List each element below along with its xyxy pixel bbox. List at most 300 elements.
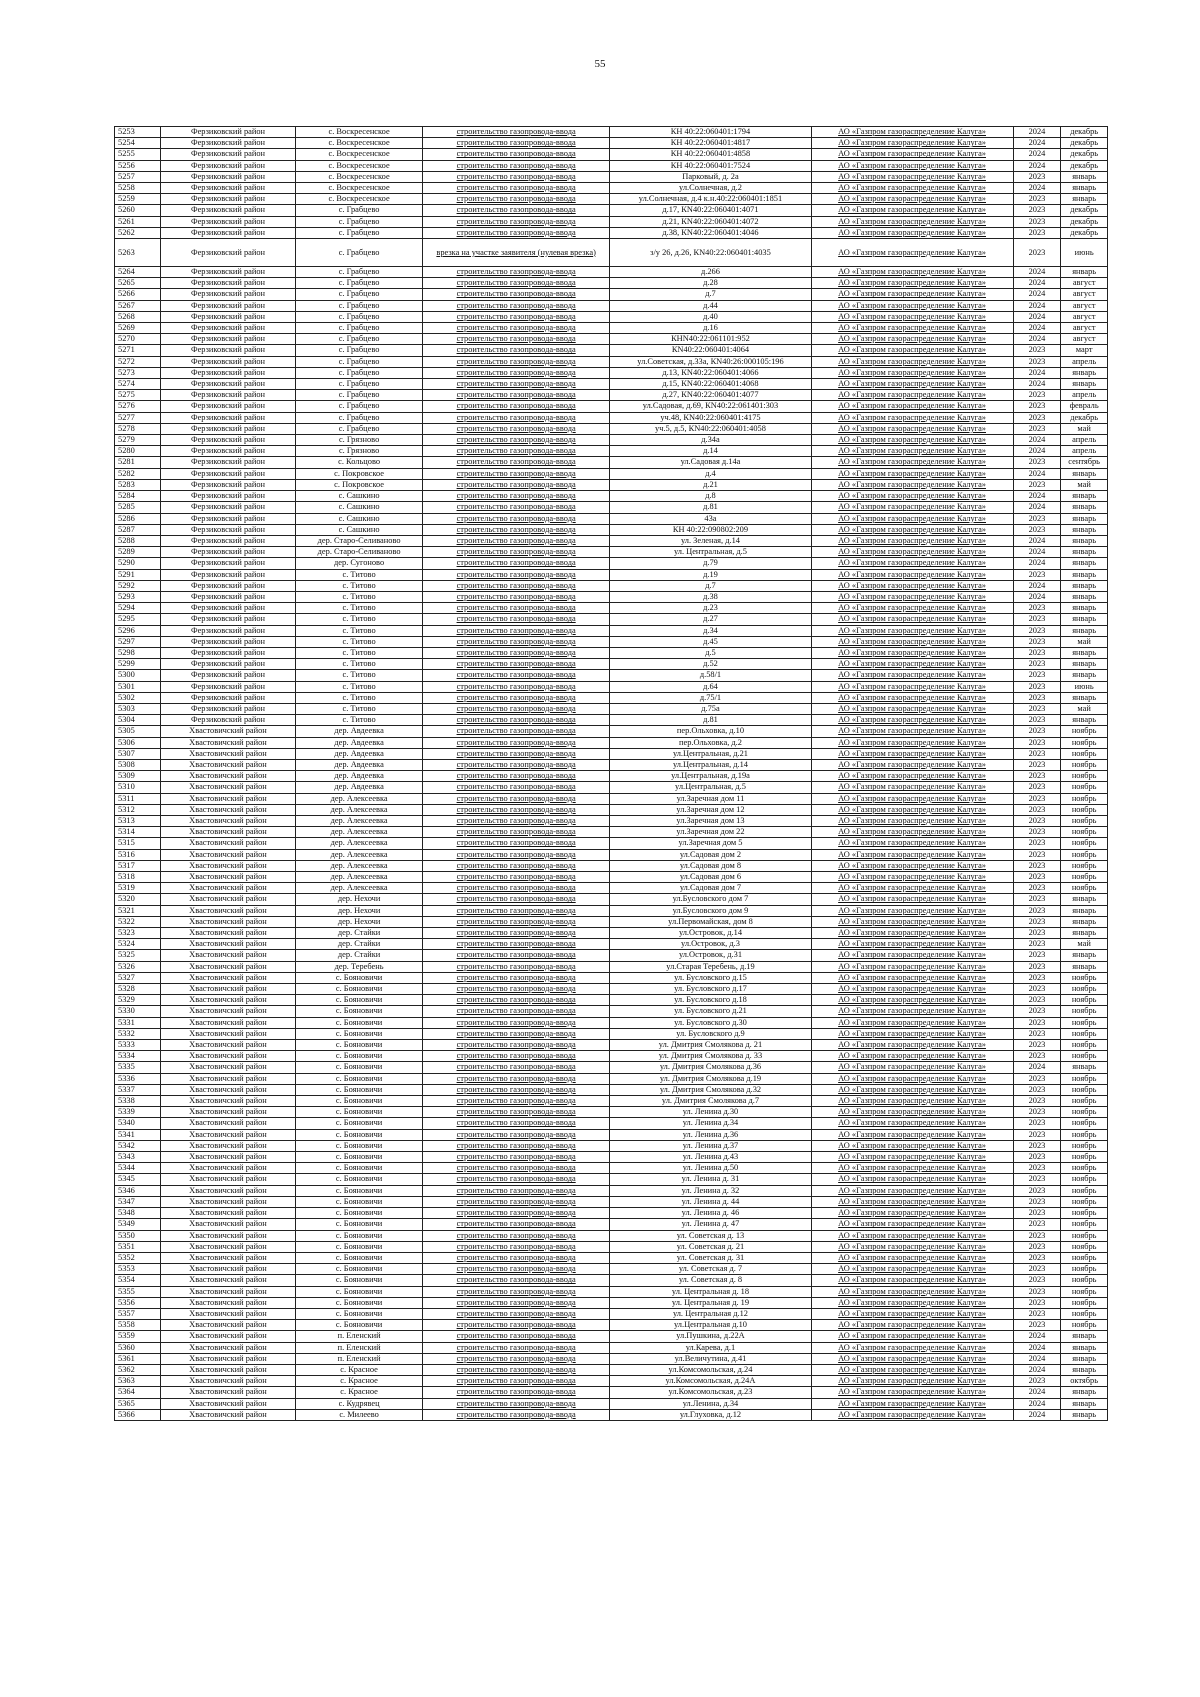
row-number-cell: 5333 xyxy=(115,1040,161,1051)
address-cell: ул. Дмитрия Смолякова д. 33 xyxy=(610,1051,811,1062)
row-number-cell: 5365 xyxy=(115,1398,161,1409)
month-cell: ноябрь xyxy=(1061,1040,1108,1051)
month-cell: август xyxy=(1061,334,1108,345)
organization-cell: АО «Газпром газораспределение Калуга» xyxy=(811,1129,1013,1140)
district-cell: Ферзиковский район xyxy=(160,216,296,227)
year-cell: 2023 xyxy=(1013,1006,1061,1017)
year-cell: 2023 xyxy=(1013,1129,1061,1140)
work-type-cell: строительство газопровода-ввода xyxy=(422,446,610,457)
year-cell: 2023 xyxy=(1013,1320,1061,1331)
district-cell: Ферзиковский район xyxy=(160,239,296,267)
address-cell: д.5 xyxy=(610,647,811,658)
organization-cell: АО «Газпром газораспределение Калуга» xyxy=(811,614,1013,625)
row-number-cell: 5303 xyxy=(115,703,161,714)
organization-cell: АО «Газпром газораспределение Калуга» xyxy=(811,1140,1013,1151)
year-cell: 2023 xyxy=(1013,603,1061,614)
work-type-cell: строительство газопровода-ввода xyxy=(422,715,610,726)
work-type-cell: строительство газопровода-ввода xyxy=(422,1185,610,1196)
district-cell: Ферзиковский район xyxy=(160,323,296,334)
work-type-cell: строительство газопровода-ввода xyxy=(422,1196,610,1207)
settlement-cell: с. Грабцево xyxy=(296,227,422,238)
address-cell: д.44 xyxy=(610,300,811,311)
table-row xyxy=(115,423,1108,434)
settlement-cell: с. Бояновичи xyxy=(296,1286,422,1297)
district-cell: Ферзиковский район xyxy=(160,558,296,569)
work-type-cell: строительство газопровода-ввода xyxy=(422,171,610,182)
address-cell: ул.Солнечная, д.4 к.н.40:22:060401:1851 xyxy=(610,194,811,205)
work-type-cell: строительство газопровода-ввода xyxy=(422,1040,610,1051)
work-type-cell: строительство газопровода-ввода xyxy=(422,995,610,1006)
settlement-cell: п. Еленский xyxy=(296,1353,422,1364)
work-type-cell: строительство газопровода-ввода xyxy=(422,356,610,367)
address-cell: ул. Ленина д.50 xyxy=(610,1163,811,1174)
month-cell: ноябрь xyxy=(1061,1118,1108,1129)
row-number-cell: 5316 xyxy=(115,849,161,860)
settlement-cell: с. Бояновичи xyxy=(296,1297,422,1308)
district-cell: Ферзиковский район xyxy=(160,703,296,714)
table-row xyxy=(115,670,1108,681)
organization-cell: АО «Газпром газораспределение Калуга» xyxy=(811,636,1013,647)
year-cell: 2023 xyxy=(1013,614,1061,625)
year-cell: 2023 xyxy=(1013,793,1061,804)
year-cell: 2023 xyxy=(1013,1107,1061,1118)
month-cell: ноябрь xyxy=(1061,984,1108,995)
work-type-cell: строительство газопровода-ввода xyxy=(422,412,610,423)
address-cell: ул. Дмитрия Смолякова д. 21 xyxy=(610,1040,811,1051)
settlement-cell: дер. Алексеевка xyxy=(296,815,422,826)
address-cell: ул. Зеленая, д.14 xyxy=(610,535,811,546)
organization-cell: АО «Газпром газораспределение Калуга» xyxy=(811,995,1013,1006)
table-row xyxy=(115,1308,1108,1319)
month-cell: январь xyxy=(1061,1331,1108,1342)
organization-cell: АО «Газпром газораспределение Калуга» xyxy=(811,160,1013,171)
table-row xyxy=(115,1174,1108,1185)
row-number-cell: 5265 xyxy=(115,278,161,289)
month-cell: ноябрь xyxy=(1061,1297,1108,1308)
table-row xyxy=(115,849,1108,860)
month-cell: ноябрь xyxy=(1061,1241,1108,1252)
address-cell: ул.Бусловского дом 9 xyxy=(610,905,811,916)
settlement-cell: с. Бояновичи xyxy=(296,1006,422,1017)
settlement-cell: дер. Стайки xyxy=(296,939,422,950)
organization-cell: АО «Газпром газораспределение Калуга» xyxy=(811,138,1013,149)
row-number-cell: 5288 xyxy=(115,535,161,546)
organization-cell: АО «Газпром газораспределение Калуга» xyxy=(811,334,1013,345)
settlement-cell: с. Титово xyxy=(296,569,422,580)
table-row xyxy=(115,205,1108,216)
table-row xyxy=(115,1062,1108,1073)
settlement-cell: с. Милеево xyxy=(296,1409,422,1420)
settlement-cell: с. Титово xyxy=(296,636,422,647)
settlement-cell: с. Бояновичи xyxy=(296,1051,422,1062)
organization-cell: АО «Газпром газораспределение Калуга» xyxy=(811,227,1013,238)
settlement-cell: с. Грабцево xyxy=(296,367,422,378)
district-cell: Ферзиковский район xyxy=(160,311,296,322)
row-number-cell: 5300 xyxy=(115,670,161,681)
row-number-cell: 5263 xyxy=(115,239,161,267)
address-cell: ул. Ленина д.30 xyxy=(610,1107,811,1118)
table-row xyxy=(115,883,1108,894)
work-type-cell: строительство газопровода-ввода xyxy=(422,1320,610,1331)
district-cell: Хвастовичский район xyxy=(160,950,296,961)
organization-cell: АО «Газпром газораспределение Калуга» xyxy=(811,815,1013,826)
settlement-cell: дер. Алексеевка xyxy=(296,827,422,838)
district-cell: Хвастовичский район xyxy=(160,726,296,737)
organization-cell: АО «Газпром газораспределение Калуга» xyxy=(811,435,1013,446)
address-cell: ул.Центральная, д.19а xyxy=(610,771,811,782)
settlement-cell: с. Титово xyxy=(296,715,422,726)
month-cell: ноябрь xyxy=(1061,872,1108,883)
settlement-cell: с. Сашкино xyxy=(296,524,422,535)
address-cell: д.27, КN40:22:060401:4077 xyxy=(610,390,811,401)
table-row xyxy=(115,659,1108,670)
work-type-cell: строительство газопровода-ввода xyxy=(422,647,610,658)
year-cell: 2023 xyxy=(1013,1286,1061,1297)
work-type-cell: строительство газопровода-ввода xyxy=(422,1409,610,1420)
settlement-cell: с. Бояновичи xyxy=(296,1320,422,1331)
table-row xyxy=(115,916,1108,927)
table-row xyxy=(115,872,1108,883)
table-row xyxy=(115,1073,1108,1084)
address-cell: ул. Центральная д.12 xyxy=(610,1308,811,1319)
year-cell: 2024 xyxy=(1013,138,1061,149)
district-cell: Хвастовичский район xyxy=(160,1331,296,1342)
year-cell: 2023 xyxy=(1013,950,1061,961)
row-number-cell: 5326 xyxy=(115,961,161,972)
month-cell: декабрь xyxy=(1061,227,1108,238)
organization-cell: АО «Газпром газораспределение Калуга» xyxy=(811,149,1013,160)
organization-cell: АО «Газпром газораспределение Калуга» xyxy=(811,401,1013,412)
table-row xyxy=(115,759,1108,770)
month-cell: январь xyxy=(1061,1342,1108,1353)
table-row xyxy=(115,614,1108,625)
year-cell: 2023 xyxy=(1013,625,1061,636)
organization-cell: АО «Газпром газораспределение Калуга» xyxy=(811,659,1013,670)
district-cell: Ферзиковский район xyxy=(160,345,296,356)
table-row xyxy=(115,636,1108,647)
work-type-cell: строительство газопровода-ввода xyxy=(422,1297,610,1308)
row-number-cell: 5319 xyxy=(115,883,161,894)
address-cell: ул. Ленина д. 32 xyxy=(610,1185,811,1196)
year-cell: 2024 xyxy=(1013,1342,1061,1353)
row-number-cell: 5273 xyxy=(115,367,161,378)
settlement-cell: дер. Алексеевка xyxy=(296,872,422,883)
year-cell: 2024 xyxy=(1013,278,1061,289)
row-number-cell: 5268 xyxy=(115,311,161,322)
settlement-cell: с. Бояновичи xyxy=(296,1073,422,1084)
year-cell: 2023 xyxy=(1013,916,1061,927)
work-type-cell: строительство газопровода-ввода xyxy=(422,334,610,345)
year-cell: 2024 xyxy=(1013,300,1061,311)
work-type-cell: строительство газопровода-ввода xyxy=(422,1096,610,1107)
year-cell: 2023 xyxy=(1013,883,1061,894)
organization-cell: АО «Газпром газораспределение Калуга» xyxy=(811,1118,1013,1129)
organization-cell: АО «Газпром газораспределение Калуга» xyxy=(811,726,1013,737)
month-cell: ноябрь xyxy=(1061,1230,1108,1241)
district-cell: Хвастовичский район xyxy=(160,1174,296,1185)
row-number-cell: 5354 xyxy=(115,1275,161,1286)
organization-cell: АО «Газпром газораспределение Калуга» xyxy=(811,1320,1013,1331)
table-row xyxy=(115,311,1108,322)
year-cell: 2023 xyxy=(1013,171,1061,182)
row-number-cell: 5290 xyxy=(115,558,161,569)
table-row xyxy=(115,1051,1108,1062)
work-type-cell: строительство газопровода-ввода xyxy=(422,849,610,860)
district-cell: Ферзиковский район xyxy=(160,401,296,412)
settlement-cell: дер. Теребень xyxy=(296,961,422,972)
district-cell: Хвастовичский район xyxy=(160,1286,296,1297)
work-type-cell: строительство газопровода-ввода xyxy=(422,670,610,681)
work-type-cell: строительство газопровода-ввода xyxy=(422,289,610,300)
year-cell: 2023 xyxy=(1013,1051,1061,1062)
district-cell: Ферзиковский район xyxy=(160,636,296,647)
table-row xyxy=(115,1353,1108,1364)
row-number-cell: 5298 xyxy=(115,647,161,658)
district-cell: Ферзиковский район xyxy=(160,468,296,479)
row-number-cell: 5297 xyxy=(115,636,161,647)
month-cell: август xyxy=(1061,289,1108,300)
organization-cell: АО «Газпром газораспределение Калуга» xyxy=(811,771,1013,782)
district-cell: Ферзиковский район xyxy=(160,580,296,591)
organization-cell: АО «Газпром газораспределение Калуга» xyxy=(811,390,1013,401)
organization-cell: АО «Газпром газораспределение Калуга» xyxy=(811,849,1013,860)
settlement-cell: с. Бояновичи xyxy=(296,1264,422,1275)
address-cell: ул. Дмитрия Смолякова д.32 xyxy=(610,1084,811,1095)
address-cell: ул. Бусловского д.21 xyxy=(610,1006,811,1017)
address-cell: ул.Глуховка, д.12 xyxy=(610,1409,811,1420)
table-row xyxy=(115,804,1108,815)
settlement-cell: с. Грабцево xyxy=(296,412,422,423)
work-type-cell: строительство газопровода-ввода xyxy=(422,323,610,334)
month-cell: ноябрь xyxy=(1061,1051,1108,1062)
organization-cell: АО «Газпром газораспределение Калуга» xyxy=(811,1252,1013,1263)
settlement-cell: дер. Авдеевка xyxy=(296,737,422,748)
row-number-cell: 5356 xyxy=(115,1297,161,1308)
address-cell: д.7 xyxy=(610,289,811,300)
row-number-cell: 5318 xyxy=(115,872,161,883)
table-row xyxy=(115,1129,1108,1140)
work-type-cell: строительство газопровода-ввода xyxy=(422,267,610,278)
year-cell: 2023 xyxy=(1013,1219,1061,1230)
settlement-cell: с. Бояновичи xyxy=(296,1230,422,1241)
district-cell: Хвастовичский район xyxy=(160,1320,296,1331)
address-cell: д.58/1 xyxy=(610,670,811,681)
address-cell: ул.Карева, д.1 xyxy=(610,1342,811,1353)
district-cell: Ферзиковский район xyxy=(160,715,296,726)
settlement-cell: с. Воскресенское xyxy=(296,171,422,182)
organization-cell: АО «Газпром газораспределение Калуга» xyxy=(811,1331,1013,1342)
table-row xyxy=(115,1040,1108,1051)
address-cell: ул.Пушкина, д.22А xyxy=(610,1331,811,1342)
district-cell: Хвастовичский район xyxy=(160,1376,296,1387)
organization-cell: АО «Газпром газораспределение Калуга» xyxy=(811,759,1013,770)
district-cell: Хвастовичский район xyxy=(160,793,296,804)
table-row xyxy=(115,591,1108,602)
organization-cell: АО «Газпром газораспределение Калуга» xyxy=(811,446,1013,457)
year-cell: 2024 xyxy=(1013,367,1061,378)
table-row xyxy=(115,1398,1108,1409)
organization-cell: АО «Газпром газораспределение Калуга» xyxy=(811,1286,1013,1297)
table-row xyxy=(115,995,1108,1006)
year-cell: 2023 xyxy=(1013,1084,1061,1095)
organization-cell: АО «Газпром газораспределение Калуга» xyxy=(811,311,1013,322)
year-cell: 2023 xyxy=(1013,703,1061,714)
address-cell: д.17, КN40:22:060401:4071 xyxy=(610,205,811,216)
organization-cell: АО «Газпром газораспределение Калуга» xyxy=(811,278,1013,289)
month-cell: май xyxy=(1061,423,1108,434)
address-cell: ул. Советская д. 8 xyxy=(610,1275,811,1286)
table-row xyxy=(115,446,1108,457)
work-type-cell: строительство газопровода-ввода xyxy=(422,300,610,311)
year-cell: 2024 xyxy=(1013,149,1061,160)
row-number-cell: 5355 xyxy=(115,1286,161,1297)
organization-cell: АО «Газпром газораспределение Калуга» xyxy=(811,1062,1013,1073)
settlement-cell: дер. Авдеевка xyxy=(296,771,422,782)
table-row xyxy=(115,961,1108,972)
district-cell: Хвастовичский район xyxy=(160,815,296,826)
month-cell: январь xyxy=(1061,1398,1108,1409)
table-row xyxy=(115,939,1108,950)
organization-cell: АО «Газпром газораспределение Калуга» xyxy=(811,872,1013,883)
month-cell: ноябрь xyxy=(1061,883,1108,894)
address-cell: д.79 xyxy=(610,558,811,569)
address-cell: ул. Ленина д. 47 xyxy=(610,1219,811,1230)
year-cell: 2024 xyxy=(1013,183,1061,194)
year-cell: 2023 xyxy=(1013,1163,1061,1174)
row-number-cell: 5313 xyxy=(115,815,161,826)
month-cell: ноябрь xyxy=(1061,1308,1108,1319)
table-row xyxy=(115,513,1108,524)
month-cell: ноябрь xyxy=(1061,1096,1108,1107)
district-cell: Ферзиковский район xyxy=(160,524,296,535)
work-type-cell: строительство газопровода-ввода xyxy=(422,793,610,804)
month-cell: август xyxy=(1061,311,1108,322)
address-cell: ул.Островок, д.14 xyxy=(610,928,811,939)
settlement-cell: с. Титово xyxy=(296,703,422,714)
month-cell: октябрь xyxy=(1061,1376,1108,1387)
year-cell: 2024 xyxy=(1013,311,1061,322)
district-cell: Хвастовичский район xyxy=(160,1140,296,1151)
row-number-cell: 5254 xyxy=(115,138,161,149)
year-cell: 2023 xyxy=(1013,1017,1061,1028)
work-type-cell: строительство газопровода-ввода xyxy=(422,782,610,793)
month-cell: январь xyxy=(1061,379,1108,390)
address-cell: д.7 xyxy=(610,580,811,591)
district-cell: Хвастовичский район xyxy=(160,1208,296,1219)
row-number-cell: 5346 xyxy=(115,1185,161,1196)
year-cell: 2024 xyxy=(1013,1398,1061,1409)
address-cell: ул. Советская д. 7 xyxy=(610,1264,811,1275)
month-cell: ноябрь xyxy=(1061,1028,1108,1039)
year-cell: 2024 xyxy=(1013,1353,1061,1364)
organization-cell: АО «Газпром газораспределение Калуга» xyxy=(811,216,1013,227)
work-type-cell: строительство газопровода-ввода xyxy=(422,1398,610,1409)
settlement-cell: с. Грабцево xyxy=(296,278,422,289)
work-type-cell: строительство газопровода-ввода xyxy=(422,771,610,782)
table-row xyxy=(115,1331,1108,1342)
work-type-cell: строительство газопровода-ввода xyxy=(422,636,610,647)
district-cell: Хвастовичский район xyxy=(160,1297,296,1308)
district-cell: Хвастовичский район xyxy=(160,804,296,815)
table-row xyxy=(115,905,1108,916)
settlement-cell: с. Титово xyxy=(296,625,422,636)
organization-cell: АО «Газпром газораспределение Калуга» xyxy=(811,1297,1013,1308)
year-cell: 2024 xyxy=(1013,160,1061,171)
table-row xyxy=(115,827,1108,838)
year-cell: 2023 xyxy=(1013,479,1061,490)
row-number-cell: 5301 xyxy=(115,681,161,692)
district-cell: Ферзиковский район xyxy=(160,647,296,658)
month-cell: август xyxy=(1061,300,1108,311)
district-cell: Ферзиковский район xyxy=(160,659,296,670)
settlement-cell: с. Грабцево xyxy=(296,289,422,300)
month-cell: август xyxy=(1061,278,1108,289)
month-cell: ноябрь xyxy=(1061,759,1108,770)
district-cell: Хвастовичский район xyxy=(160,1241,296,1252)
district-cell: Ферзиковский район xyxy=(160,412,296,423)
month-cell: январь xyxy=(1061,670,1108,681)
row-number-cell: 5342 xyxy=(115,1140,161,1151)
row-number-cell: 5281 xyxy=(115,457,161,468)
settlement-cell: с. Грабцево xyxy=(296,423,422,434)
address-cell: ул. Центральная д. 18 xyxy=(610,1286,811,1297)
organization-cell: АО «Газпром газораспределение Калуга» xyxy=(811,916,1013,927)
address-cell: д.23 xyxy=(610,603,811,614)
month-cell: январь xyxy=(1061,513,1108,524)
month-cell: январь xyxy=(1061,603,1108,614)
organization-cell: АО «Газпром газораспределение Калуга» xyxy=(811,905,1013,916)
year-cell: 2023 xyxy=(1013,1040,1061,1051)
organization-cell: АО «Газпром газораспределение Калуга» xyxy=(811,289,1013,300)
settlement-cell: с. Бояновичи xyxy=(296,1208,422,1219)
settlement-cell: с. Грабцево xyxy=(296,267,422,278)
work-type-cell: строительство газопровода-ввода xyxy=(422,939,610,950)
row-number-cell: 5293 xyxy=(115,591,161,602)
month-cell: декабрь xyxy=(1061,127,1108,138)
row-number-cell: 5357 xyxy=(115,1308,161,1319)
address-cell: КН 40:22:090802:209 xyxy=(610,524,811,535)
table-row xyxy=(115,737,1108,748)
work-type-cell: строительство газопровода-ввода xyxy=(422,603,610,614)
table-row xyxy=(115,1118,1108,1129)
settlement-cell: с. Бояновичи xyxy=(296,1017,422,1028)
month-cell: ноябрь xyxy=(1061,726,1108,737)
settlement-cell: с. Воскресенское xyxy=(296,127,422,138)
month-cell: май xyxy=(1061,939,1108,950)
work-type-cell: строительство газопровода-ввода xyxy=(422,815,610,826)
row-number-cell: 5321 xyxy=(115,905,161,916)
work-type-cell: строительство газопровода-ввода xyxy=(422,160,610,171)
district-cell: Хвастовичский район xyxy=(160,1230,296,1241)
district-cell: Хвастовичский район xyxy=(160,827,296,838)
work-type-cell: строительство газопровода-ввода xyxy=(422,804,610,815)
district-cell: Ферзиковский район xyxy=(160,502,296,513)
settlement-cell: с. Грязново xyxy=(296,446,422,457)
year-cell: 2024 xyxy=(1013,1364,1061,1375)
month-cell: январь xyxy=(1061,183,1108,194)
district-cell: Хвастовичский район xyxy=(160,748,296,759)
organization-cell: АО «Газпром газораспределение Калуга» xyxy=(811,1196,1013,1207)
settlement-cell: с. Бояновичи xyxy=(296,1275,422,1286)
address-cell: д.8 xyxy=(610,491,811,502)
settlement-cell: с. Титово xyxy=(296,614,422,625)
month-cell: январь xyxy=(1061,367,1108,378)
month-cell: ноябрь xyxy=(1061,815,1108,826)
district-cell: Ферзиковский район xyxy=(160,491,296,502)
district-cell: Ферзиковский район xyxy=(160,334,296,345)
work-type-cell: строительство газопровода-ввода xyxy=(422,659,610,670)
address-cell: ул.Комсомольская, д.23 xyxy=(610,1387,811,1398)
